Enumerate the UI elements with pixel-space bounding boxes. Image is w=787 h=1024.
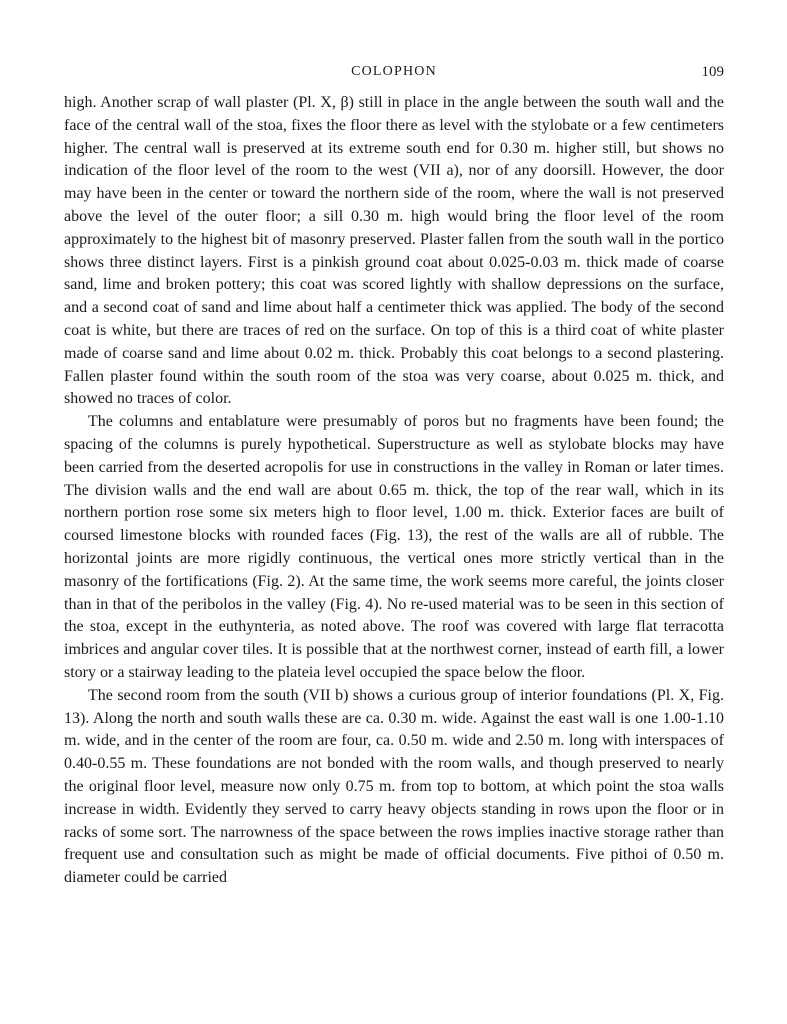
body-text bbox=[64, 92, 724, 890]
paragraph: The columns and entablature were presumably of poros but no fragments have been found; the spacing of the columns is purely hypothetical. Superstructure as well as stylobate blocks may have been carried from the deserted acropolis for use in constructions in the valley in Roman or later times. The division walls and the end wall are about 0.65 m. thick, the top of the rear wall, which in its northern portion rose some six meters high to floor level, 1.00 m. thick. Exterior faces are built of coursed limestone blocks with rounded faces (Fig. 13), the rest of the walls are all of rubble. The horizontal joints are more rigidly continuous, the vertical ones more strictly vertical than in the masonry of the fortifications (Fig. 2). At the same time, the work seems more careful, the joints closer than in that of the peribolos in the valley (Fig. 4). No re-used material was to be seen in this section of the stoa, except in the euthynteria, as noted above. The roof was covered with large flat terracotta imbrices and angular cover tiles. It is possible that at the northwest corner, instead of earth fill, a lower story or a stairway leading to the plateia level occupied the space below the floor. bbox=[64, 413, 724, 681]
page-number: 109 bbox=[701, 64, 724, 80]
paragraph: The second room from the south (VII b) shows a curious group of interior foundations (Pl. X, Fig. 13). Along the north and south walls these are ca. 0.30 m. wide. Against the east wall is one 1.00-1.10 m. wide, and in the center of the room are four, ca. 0.50 m. wide and 2.50 m. long with interspaces of 0.40-0.55 m. These foundations are not bonded with the room walls, and though preserved to nearly the original floor level, measure now only 0.75 m. from top to bottom, at which point the stoa walls increase in width. Evidently they served to carry heavy objects standing in rows upon the floor or in racks of some sort. The narrowness of the space between the rows implies inactive storage rather than frequent use and consultation such as might be made of official documents. Five pithoi of 0.50 m. diameter could be carried bbox=[64, 686, 724, 887]
running-header bbox=[64, 60, 724, 86]
running-title: COLOPHON bbox=[351, 64, 437, 79]
paragraph: high. Another scrap of wall plaster (Pl. X, β) still in place in the angle between the south wall and the face of the central wall of the stoa, fixes the floor there as level with the stylobate or a few centimeters higher. The central wall is preserved at its extreme south end for 0.30 m. higher still, but shows no indication of the floor level of the room to the west (VII a), nor of any doorsill. However, the door may have been in the center or toward the northern side of the room, where the wall is not preserved above the level of the outer floor; a sill 0.30 m. high would bring the floor level of the room approximately to the highest bit of masonry preserved. Plaster fallen from the south wall in the portico shows three distinct layers. First is a pinkish ground coat about 0.025-0.03 m. thick made of coarse sand, lime and broken pottery; this coat was scored lightly with shallow depressions on the surface, and a second coat of sand and lime about half a centimeter thick was applied. The body of the second coat is white, but there are traces of red on the surface. On top of this is a third coat of white plaster made of coarse sand and lime about 0.02 m. thick. Probably this coat belongs to a second plastering. Fallen plaster found within the south room of the stoa was very coarse, about 0.025 m. thick, and showed no traces of color. bbox=[64, 94, 724, 408]
document-page bbox=[64, 60, 724, 890]
